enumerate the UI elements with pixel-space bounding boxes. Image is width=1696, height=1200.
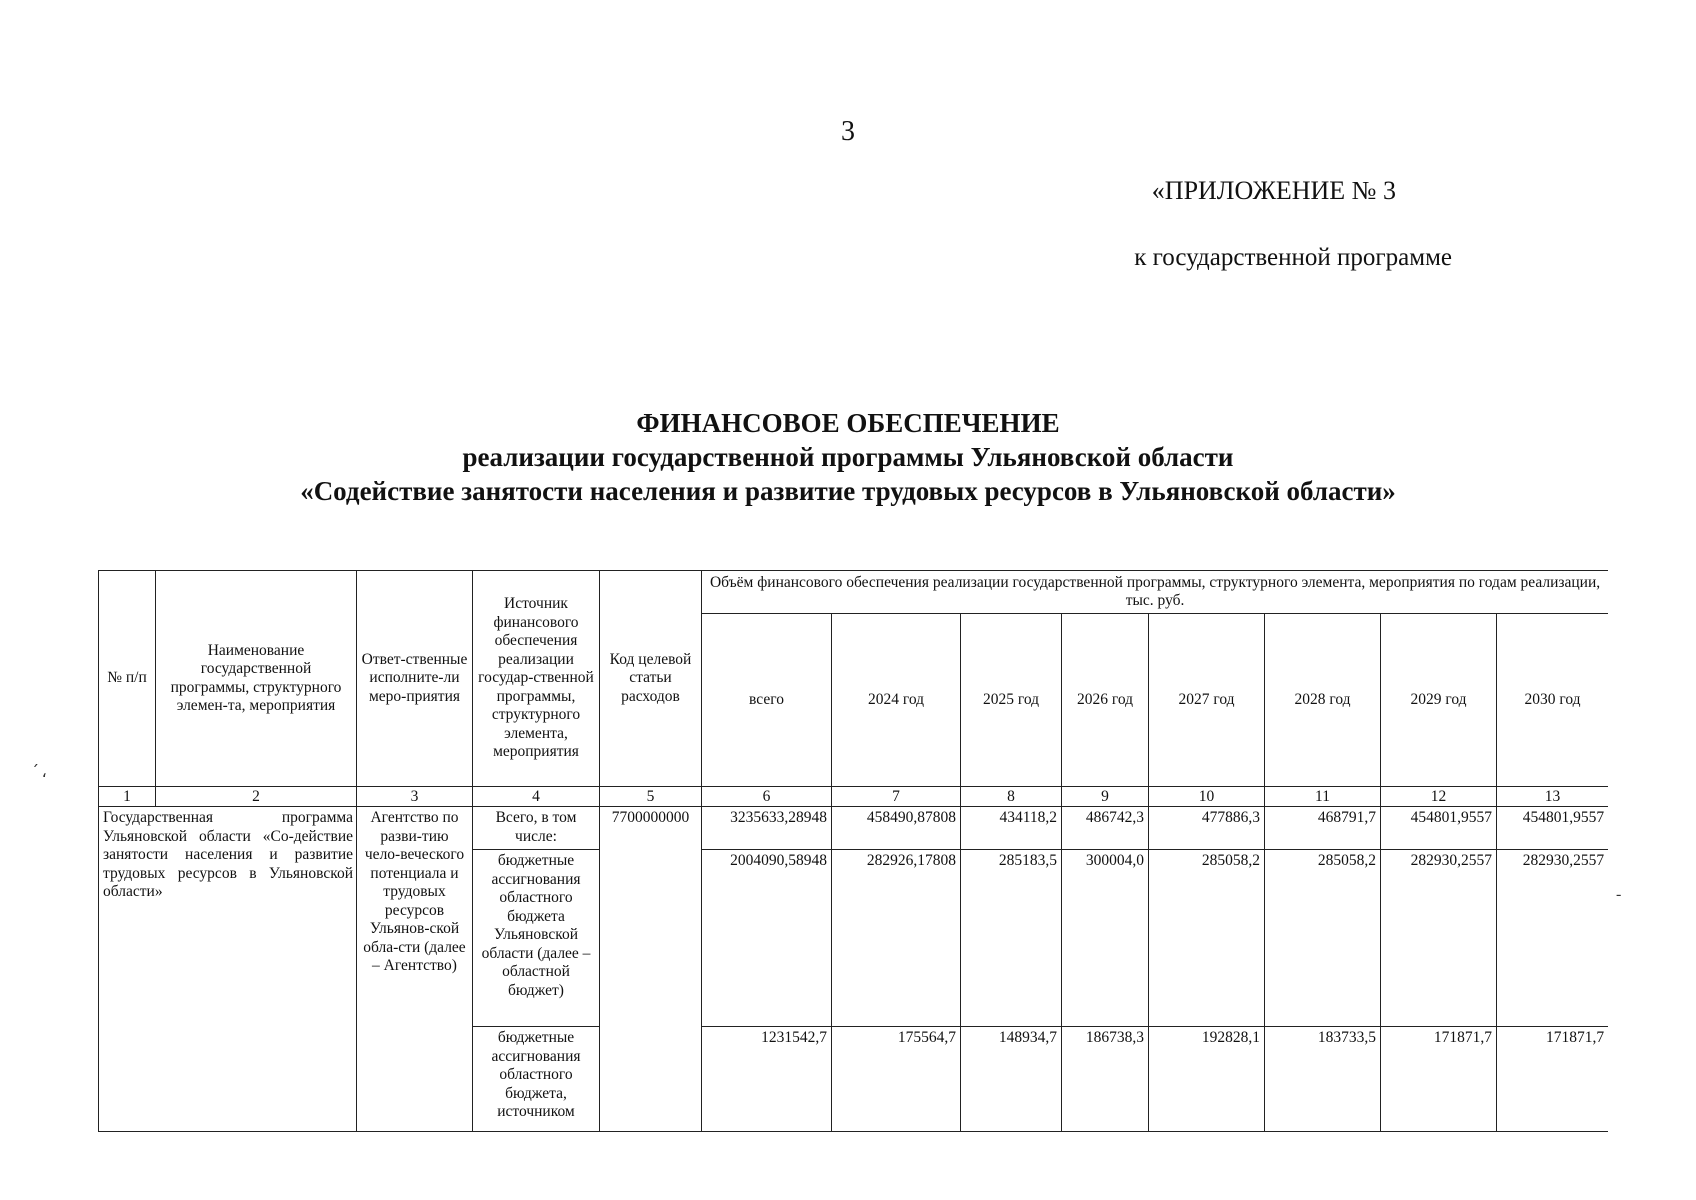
column-number: 3 [357, 787, 473, 807]
header-volume: Объём финансового обеспечения реализации государственной программы, структурного элемента, мероприятия по годам реализации, тыс. руб. [702, 571, 1609, 614]
source-cell: Всего, в том числе: [473, 807, 600, 850]
value-total: 2004090,58948 [702, 850, 832, 1027]
column-number: 12 [1381, 787, 1497, 807]
column-number: 9 [1062, 787, 1149, 807]
column-number: 13 [1497, 787, 1609, 807]
header-year-2029: 2029 год [1381, 614, 1497, 787]
value-2025: 434118,2 [961, 807, 1062, 850]
value-2029: 282930,2557 [1381, 850, 1497, 1027]
header-year-2027: 2027 год [1149, 614, 1265, 787]
value-2027: 477886,3 [1149, 807, 1265, 850]
column-number: 5 [600, 787, 702, 807]
column-number: 4 [473, 787, 600, 807]
header-year-2028: 2028 год [1265, 614, 1381, 787]
header-source: Источник финансового обеспечения реализации государ-ственной программы, структурного элемента, мероприятия [473, 571, 600, 787]
value-2026: 486742,3 [1062, 807, 1149, 850]
financing-table [98, 570, 1608, 1132]
value-2024: 175564,7 [832, 1027, 961, 1132]
value-2028: 285058,2 [1265, 850, 1381, 1027]
table-row [99, 807, 1609, 850]
header-year-2025: 2025 год [961, 614, 1062, 787]
financing-table-wrapper [98, 570, 1608, 1144]
value-2025: 285183,5 [961, 850, 1062, 1027]
column-number: 2 [156, 787, 357, 807]
column-number: 1 [99, 787, 156, 807]
value-total: 1231542,7 [702, 1027, 832, 1132]
title-line-3: «Содействие занятости населения и развитие трудовых ресурсов в Ульяновской области» [300, 476, 1396, 506]
value-2027: 285058,2 [1149, 850, 1265, 1027]
value-2028: 183733,5 [1265, 1027, 1381, 1132]
header-num: № п/п [99, 571, 156, 787]
header-year-2024: 2024 год [832, 614, 961, 787]
title-line-2: реализации государственной программы Ульяновской области [462, 442, 1234, 472]
scan-artifact: - [1616, 886, 1622, 903]
header-row-1 [99, 571, 1609, 614]
column-number: 8 [961, 787, 1062, 807]
column-number: 7 [832, 787, 961, 807]
column-number: 10 [1149, 787, 1265, 807]
source-cell: бюджетные ассигнования областного бюджета, источником [473, 1027, 600, 1132]
value-2024: 458490,87808 [832, 807, 961, 850]
column-number-row [99, 787, 1609, 807]
value-2026: 186738,3 [1062, 1027, 1149, 1132]
header-code: Код целевой статьи расходов [600, 571, 702, 787]
value-2027: 192828,1 [1149, 1027, 1265, 1132]
page-number: 3 [841, 116, 855, 147]
value-2029: 454801,9557 [1381, 807, 1497, 850]
value-2030: 282930,2557 [1497, 850, 1609, 1027]
header-year-2030: 2030 год [1497, 614, 1609, 787]
value-2030: 454801,9557 [1497, 807, 1609, 850]
header-executor: Ответ-ственные исполните-ли меро-приятия [357, 571, 473, 787]
document-title [0, 406, 1696, 508]
column-number: 6 [702, 787, 832, 807]
column-number: 11 [1265, 787, 1381, 807]
appendix-subtitle: к государственной программе [1134, 244, 1452, 271]
value-2026: 300004,0 [1062, 850, 1149, 1027]
value-2028: 468791,7 [1265, 807, 1381, 850]
executor-cell: Агентство по разви-тию чело-веческого потенциала и трудовых ресурсов Ульянов-ской обла-сти (далее – Агентство) [357, 807, 473, 1132]
value-2030: 171871,7 [1497, 1027, 1609, 1132]
code-cell: 7700000000 [600, 807, 702, 1132]
program-name-cell [99, 807, 357, 1132]
source-cell: бюджетные ассигнования областного бюджета Ульяновской области (далее – областной бюджет) [473, 850, 600, 1027]
value-2029: 171871,7 [1381, 1027, 1497, 1132]
scan-artifact: ՛ ، [34, 764, 47, 781]
header-total: всего [702, 614, 832, 787]
program-name: Государственная программа Ульяновской области «Со-действие занятости населения и развитие трудовых ресурсов в Ульяновской области» [103, 809, 353, 900]
header-name: Наименование государственной программы, структурного элемен-та, мероприятия [156, 571, 357, 787]
header-year-2026: 2026 год [1062, 614, 1149, 787]
value-2024: 282926,17808 [832, 850, 961, 1027]
title-line-1: ФИНАНСОВОЕ ОБЕСПЕЧЕНИЕ [636, 408, 1060, 438]
value-total: 3235633,28948 [702, 807, 832, 850]
value-2025: 148934,7 [961, 1027, 1062, 1132]
appendix-label: «ПРИЛОЖЕНИЕ № 3 [1151, 176, 1396, 205]
